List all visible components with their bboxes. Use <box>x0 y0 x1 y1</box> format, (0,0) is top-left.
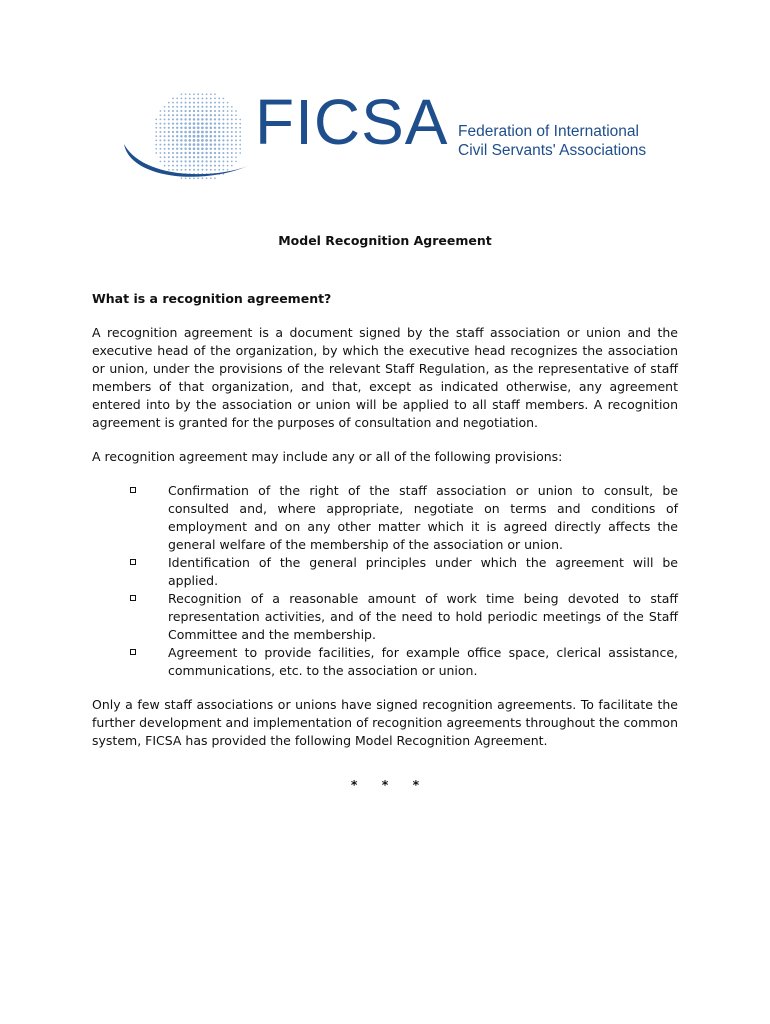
list-item <box>92 482 678 554</box>
logo-subtitle <box>458 122 646 160</box>
logo-subtitle-line2: Civil Servants' Associations <box>458 142 647 159</box>
list-item <box>92 590 678 644</box>
provisions-list <box>92 482 678 680</box>
list-item <box>92 644 678 680</box>
section-heading: What is a recognition agreement? <box>92 291 332 306</box>
logo-wordmark: FICSA <box>255 86 449 158</box>
section-separator: * * * <box>350 777 430 792</box>
list-item-text: Recognition of a reasonable amount of work time being devoted to staff representation activities, and of the need to hold periodic meetings of the Staff Committee and the membership. <box>168 591 678 642</box>
list-item <box>92 554 678 590</box>
document-body <box>92 232 678 794</box>
provisions-intro: A recognition agreement may include any or all of the following provisions: <box>92 449 563 464</box>
ficsa-logo <box>120 86 660 198</box>
paragraph-definition: A recognition agreement is a document signed by the staff association or union and the executive head of the organization, by which the executive head recognizes the association or union, under the provisions of the relevant Staff Regulation, as the representative of staff members of that organization, and that, except as indicated otherwise, any agreement entered into by the association or union will be applied to all staff members. A recognition agreement is granted for the purposes of consultation and negotiation. <box>92 325 678 430</box>
checkbox-bullet-icon <box>130 487 136 493</box>
list-item-text: Confirmation of the right of the staff association or union to consult, be consulted and, where appropriate, negotiate on terms and conditions of employment and on any other matter which it is agreed directly affects the general welfare of the membership of the association or union. <box>168 483 678 552</box>
document-title: Model Recognition Agreement <box>278 233 492 248</box>
checkbox-bullet-icon <box>130 649 136 655</box>
checkbox-bullet-icon <box>130 595 136 601</box>
logo-subtitle-line1: Federation of International <box>458 123 639 140</box>
globe-icon <box>120 86 250 198</box>
list-item-text: Agreement to provide facilities, for example office space, clerical assistance, communications, etc. to the association or union. <box>168 645 678 678</box>
list-item-text: Identification of the general principles under which the agreement will be applied. <box>168 555 678 588</box>
paragraph-closing: Only a few staff associations or unions have signed recognition agreements. To facilitate the further development and implementation of recognition agreements throughout the common system, FICSA has provided the following Model Recognition Agreement. <box>92 697 678 748</box>
checkbox-bullet-icon <box>130 559 136 565</box>
